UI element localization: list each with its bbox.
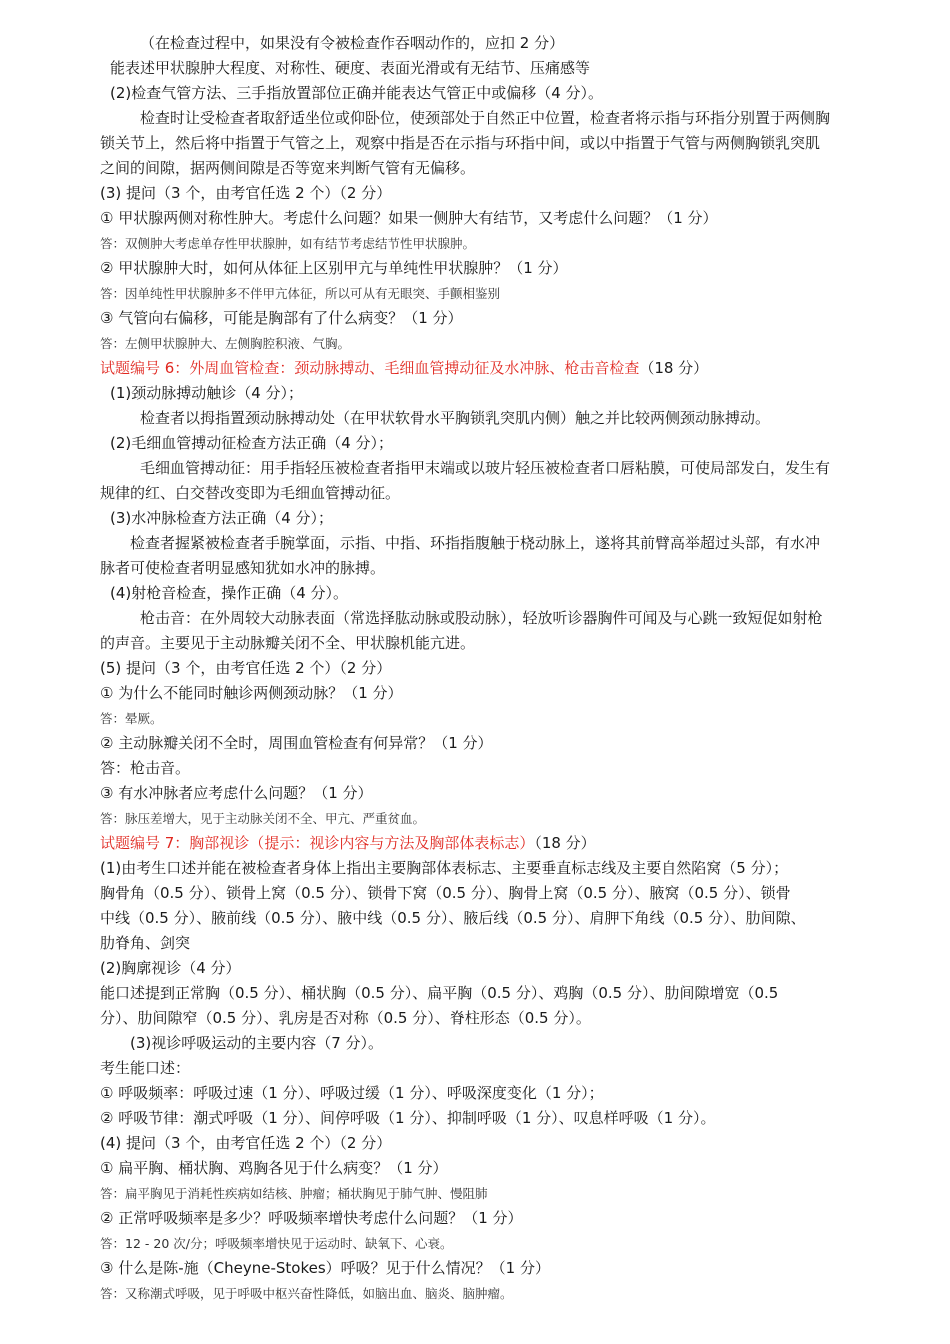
paragraph-line: 枪击音：在外周较大动脉表面（常选择肱动脉或股动脉），轻放听诊器胸件可闻及与心跳一致短促如射枪: [140, 609, 823, 627]
paragraph-line: 锁关节上，然后将中指置于气管之上，观察中指是否在示指与环指中间，或以中指置于气管与两侧胸锁乳突肌: [100, 134, 821, 152]
item-heading: (1)颈动脉搏动触诊（4 分）；: [110, 384, 304, 402]
paragraph-line: 肋脊角、剑突: [100, 934, 191, 952]
item-heading: (1)由考生口述并能在被检查者身体上指出主要胸部体表标志、主要垂直标志线及主要自然陷窝（5 分）；: [100, 859, 789, 877]
item-heading: (3)水冲脉检查方法正确（4 分）；: [110, 509, 334, 527]
paragraph-line: 检查者以拇指置颈动脉搏动处（在甲状软骨水平胸锁乳突肌内侧）触之并比较两侧颈动脉搏动。: [140, 409, 771, 427]
section-title-text: 试题编号 6：外周血管检查：颈动脉搏动、毛细血管搏动征及水冲脉、枪击音检查: [100, 359, 640, 377]
paragraph-line: 能口述提到正常胸（0.5 分）、桶状胸（0.5 分）、扁平胸（0.5 分）、鸡胸（0.5 分）、肋间隙增宽（0.5: [100, 984, 779, 1002]
section-score: （18 分）: [639, 359, 709, 377]
question-heading: (5) 提问（3 个，由考官任选 2 个）（2 分）: [100, 659, 392, 677]
paragraph-line: 胸骨角（0.5 分）、锁骨上窝（0.5 分）、锁骨下窝（0.5 分）、胸骨上窝（0.5 分）、腋窝（0.5 分）、锁骨: [100, 884, 791, 902]
answer: 答：晕厥。: [100, 711, 163, 726]
paragraph-line: 的声音。主要见于主动脉瓣关闭不全、甲状腺机能亢进。: [100, 634, 476, 652]
section-title-6: [100, 356, 890, 381]
text-line: 能表述甲状腺肿大程度、对称性、硬度、表面光滑或有无结节、压痛感等: [110, 59, 591, 77]
question: ② 甲状腺肿大时，如何从体征上区别甲亢与单纯性甲状腺肿？（1 分）: [100, 259, 568, 277]
paragraph-line: 中线（0.5 分）、腋前线（0.5 分）、腋中线（0.5 分）、腋后线（0.5 分）、肩胛下角线（0.5 分）、肋间隙、: [100, 909, 806, 927]
answer: 答：扁平胸见于消耗性疾病如结核、肿瘤；桶状胸见于肺气肿、慢阻肺: [100, 1186, 488, 1201]
question-heading: (4) 提问（3 个，由考官任选 2 个）（2 分）: [100, 1134, 392, 1152]
question: ① 甲状腺两侧对称性肿大。考虑什么问题？如果一侧肿大有结节，又考虑什么问题？（1 分）: [100, 209, 718, 227]
paragraph-line: 规律的红、白交替改变即为毛细血管搏动征。: [100, 484, 401, 502]
paragraph-line: ① 呼吸频率：呼吸过速（1 分）、呼吸过缓（1 分）、呼吸深度变化（1 分）；: [100, 1084, 604, 1102]
paragraph-line: 分）、肋间隙窄（0.5 分）、乳房是否对称（0.5 分）、脊柱形态（0.5 分）。: [100, 1009, 591, 1027]
question: ① 扁平胸、桶状胸、鸡胸各见于什么病变？（1 分）: [100, 1159, 448, 1177]
paragraph-line: ② 呼吸节律：潮式呼吸（1 分）、间停呼吸（1 分）、抑制呼吸（1 分）、叹息样呼吸（1 分）。: [100, 1109, 716, 1127]
question: ② 主动脉瓣关闭不全时，周围血管检查有何异常？（1 分）: [100, 734, 493, 752]
item-heading: (2)毛细血管搏动征检查方法正确（4 分）；: [110, 434, 394, 452]
answer: 答：左侧甲状腺肿大、左侧胸腔积液、气胸。: [100, 336, 351, 351]
paragraph-line: 之间的间隙，据两侧间隙是否等宽来判断气管有无偏移。: [100, 159, 476, 177]
item-heading: (2)检查气管方法、三手指放置部位正确并能表达气管正中或偏移（4 分）。: [110, 84, 604, 102]
paragraph-line: 检查时让受检查者取舒适坐位或仰卧位，使颈部处于自然正中位置，检查者将示指与环指分别置于两侧胸: [140, 109, 831, 127]
section-score: （18 分）: [534, 834, 596, 852]
section-title-7: [100, 831, 890, 856]
question-heading: (3) 提问（3 个，由考官任选 2 个）（2 分）: [100, 184, 392, 202]
answer: 答：双侧肿大考虑单存性甲状腺肿，如有结节考虑结节性甲状腺肿。: [100, 236, 476, 251]
paragraph-line: 检查者握紧被检查者手腕掌面，示指、中指、环指指腹触于桡动脉上，遂将其前臂高举超过头部，有水冲: [130, 534, 821, 552]
answer: 答：又称潮式呼吸，见于呼吸中枢兴奋性降低，如脑出血、脑炎、脑肿瘤。: [100, 1286, 513, 1301]
item-heading: (2)胸廓视诊（4 分）: [100, 959, 241, 977]
question: ③ 什么是陈-施（Cheyne-Stokes）呼吸？见于什么情况？（1 分）: [100, 1259, 550, 1277]
paragraph-line: 考生能口述：: [100, 1059, 191, 1077]
question: ① 为什么不能同时触诊两侧颈动脉？（1 分）: [100, 684, 403, 702]
answer: 答：因单纯性甲状腺肿多不伴甲亢体征，所以可从有无眼突、手颤相鉴别: [100, 286, 501, 301]
answer: 答：枪击音。: [100, 759, 191, 777]
question: ③ 气管向右偏移，可能是胸部有了什么病变？（1 分）: [100, 309, 463, 327]
item-heading: (3)视诊呼吸运动的主要内容（7 分）。: [130, 1034, 384, 1052]
question: ② 正常呼吸频率是多少？呼吸频率增快考虑什么问题？（1 分）: [100, 1209, 523, 1227]
item-heading: (4)射枪音检查，操作正确（4 分）。: [110, 584, 349, 602]
paragraph-line: 毛细血管搏动征：用手指轻压被检查者指甲末端或以玻片轻压被检查者口唇粘膜，可使局部发白，发生有: [140, 459, 831, 477]
answer: 答：脉压差增大，见于主动脉关闭不全、甲亢、严重贫血。: [100, 811, 426, 826]
section-title-text: 试题编号 7：胸部视诊（提示：视诊内容与方法及胸部体表标志）: [100, 834, 535, 852]
note-line: （在检查过程中，如果没有令被检查作吞咽动作的，应扣 2 分）: [140, 34, 565, 52]
question: ③ 有水冲脉者应考虑什么问题？（1 分）: [100, 784, 373, 802]
answer: 答：12 - 20 次/分；呼吸频率增快见于运动时、缺氧下、心衰。: [100, 1236, 453, 1251]
paragraph-line: 脉者可使检查者明显感知犹如水冲的脉搏。: [100, 559, 386, 577]
